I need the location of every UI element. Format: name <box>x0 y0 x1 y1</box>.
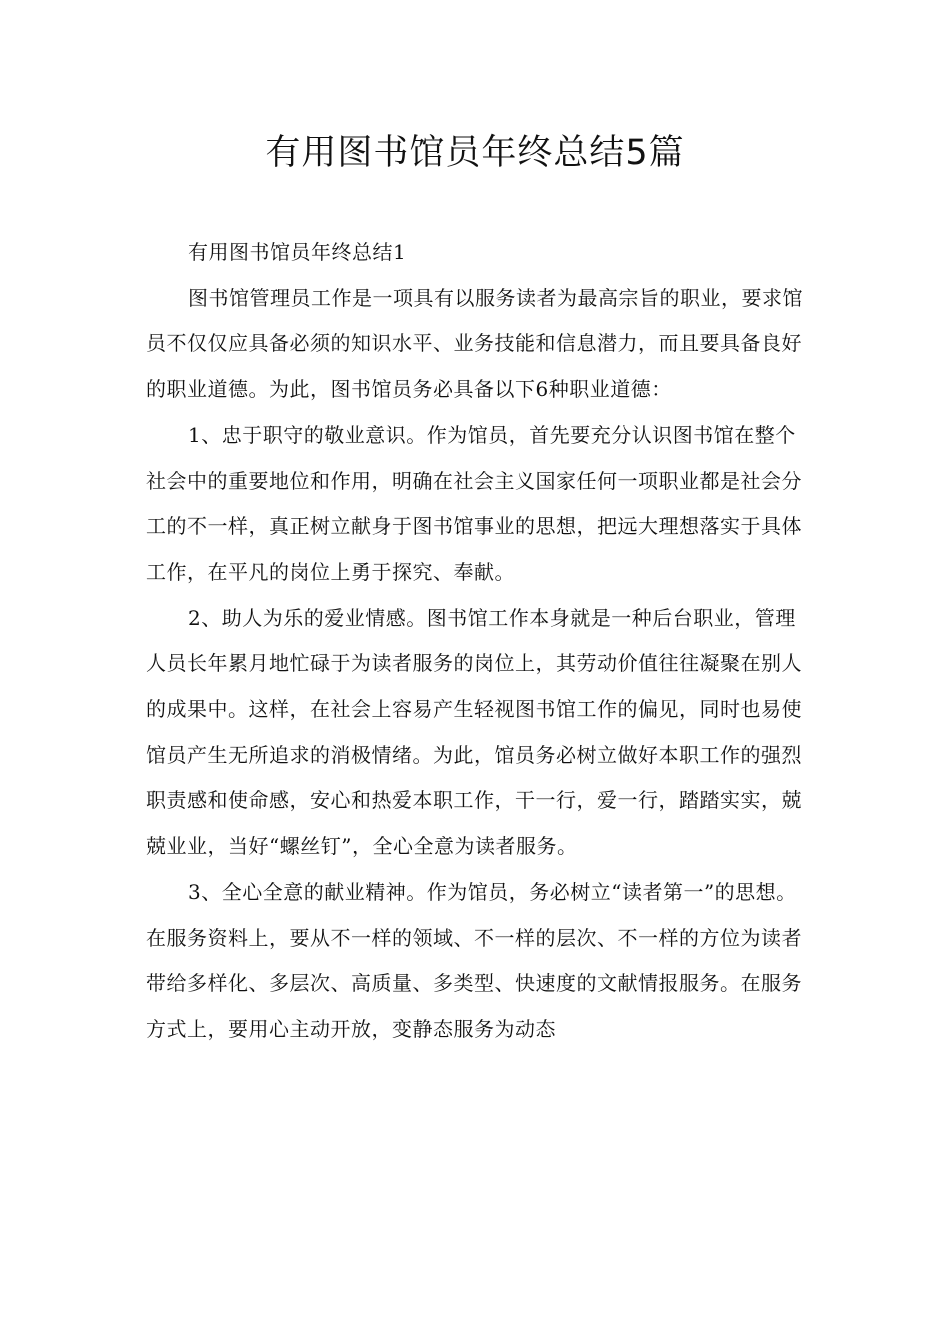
document-body <box>146 230 810 1053</box>
document-title: 有用图书馆员年终总结5篇 <box>265 133 685 173</box>
paragraph-point-2: 2、助人为乐的爱业情感。图书馆工作本身就是一种后台职业，管理人员长年累月地忙碌于为读者服务的岗位上，其劳动价值往往凝聚在别人的成果中。这样，在社会上容易产生轻视图书馆工作的偏见，同时也易使馆员产生无所追求的消极情绪。为此，馆员务必树立做好本职工作的强烈职责感和使命感，安心和热爱本职工作，干一行，爱一行，踏踏实实，兢兢业业，当好“螺丝钉”，全心全意为读者服务。 <box>146 605 802 859</box>
paragraph-point-3: 3、全心全意的献业精神。作为馆员，务必树立“读者第一”的思想。在服务资料上，要从不一样的领域、不一样的层次、不一样的方位为读者带给多样化、多层次、高质量、多类型、快速度的文献情报服务。在服务方式上，要用心主动开放，变静态服务为动态 <box>146 879 802 1041</box>
section-heading: 有用图书馆员年终总结1 <box>188 240 407 264</box>
paragraph-point-1: 1、忠于职守的敬业意识。作为馆员，首先要充分认识图书馆在整个社会中的重要地位和作用，明确在社会主义国家任何一项职业都是社会分工的不一样，真正树立献身于图书馆事业的思想，把远大理想落实于具体工作，在平凡的岗位上勇于探究、奉献。 <box>146 422 802 584</box>
paragraph-intro: 图书馆管理员工作是一项具有以服务读者为最高宗旨的职业，要求馆员不仅仅应具备必须的知识水平、业务技能和信息潜力，而且要具备良好的职业道德。为此，图书馆员务必具备以下6种职业道德： <box>146 285 803 402</box>
